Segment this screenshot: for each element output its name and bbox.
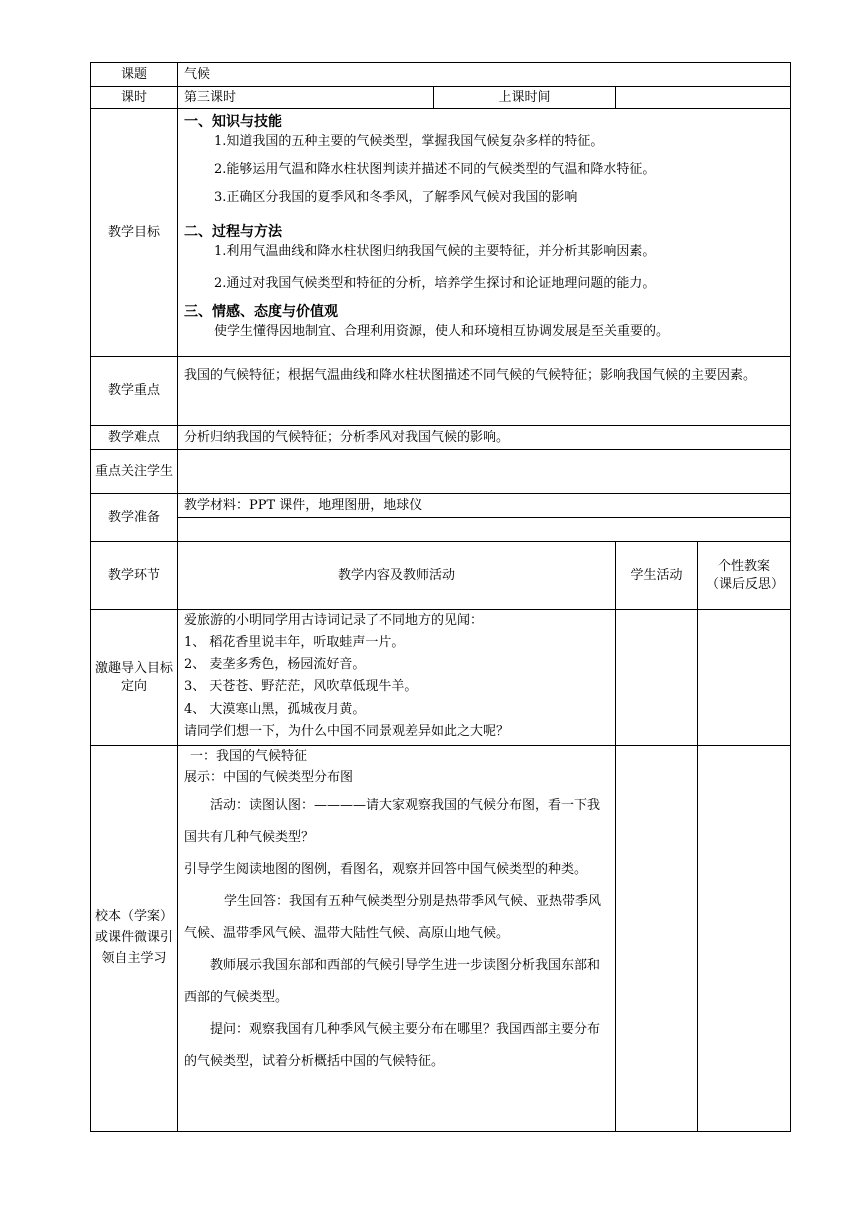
prep-text: 教学材料：PPT 课件，地理图册，地球仪 [178,494,791,518]
intro-line: 请同学们想一下，为什么中国不同景观差异如此之大呢？ [184,724,510,739]
class-time-label: 上课时间 [434,87,616,109]
column-header-row [91,542,791,610]
self-study-teacher: 教师展示我国东部和西部的气候引导学生进一步读图分析我国东部和西部的气候类型。 [184,958,601,1005]
self-study-student-cell [616,746,698,1132]
goals-heading-process: 二、过程与方法 [184,224,282,240]
prep-label: 教学准备 [91,494,178,542]
focus-students-text [178,450,791,494]
class-time-value [616,87,791,109]
intro-line: 4、 大漠寒山黑，孤城夜月黄。 [184,702,366,717]
period-value: 第三课时 [178,87,434,109]
self-study-heading: 一：我国的气候特征 [190,749,308,764]
self-study-content [178,746,616,1132]
goal-item: 2.通过对我国气候类型和特征的分析，培养学生探讨和论证地理问题的能力。 [214,276,656,291]
key-points-label: 教学重点 [91,357,178,426]
self-study-guide: 引导学生阅读地图的图例，看图名，观察并回答中国气候类型的种类。 [184,862,588,877]
self-study-personal-cell [698,746,791,1132]
intro-content [178,610,616,746]
focus-students-label: 重点关注学生 [91,450,178,494]
col-content-header: 教学内容及教师活动 [178,542,616,610]
topic-row [91,63,791,87]
col-personal-header: 个性教案（课后反思） [698,542,791,610]
intro-line: 1、 稻花香里说丰年，听取蛙声一片。 [184,635,405,650]
period-label: 课时 [91,87,178,109]
difficult-row [91,426,791,450]
prep-row-empty [91,518,791,542]
intro-line: 2、 麦垄多秀色，杨园流好音。 [184,657,366,672]
focus-students-row [91,450,791,494]
period-row [91,87,791,109]
goal-item: 1.利用气温曲线和降水柱状图归纳我国气候的主要特征，并分析其影响因素。 [214,244,656,259]
col-student-header: 学生活动 [616,542,698,610]
key-points-text: 我国的气候特征；根据气温曲线和降水柱状图描述不同气候的气候特征；影响我国气候的主要因素。 [178,357,791,426]
difficult-text: 分析归纳我国的气候特征；分析季风对我国气候的影响。 [178,426,791,450]
goals-row [91,109,791,357]
intro-stage-label: 激趣导入目标定向 [91,610,178,746]
col-stage-header: 教学环节 [91,542,178,610]
difficult-label: 教学难点 [91,426,178,450]
key-points-row [91,357,791,426]
intro-line: 3、 天苍苍、野茫茫，风吹草低现牛羊。 [184,679,418,694]
intro-line: 爱旅游的小明同学用古诗词记录了不同地方的见闻： [184,613,484,628]
goal-item: 2.能够运用气温和降水柱状图判读并描述不同的气候类型的气温和降水特征。 [214,162,656,177]
goals-content [178,109,791,357]
lesson-plan-document [90,62,790,1132]
goals-heading-attitude: 三、情感、态度与价值观 [184,304,338,320]
topic-label: 课题 [91,63,178,87]
prep-empty-cell [178,518,791,542]
goal-item: 使学生懂得因地制宜、合理利用资源，使人和环境相互协调发展是至关重要的。 [214,324,670,339]
goal-item: 1.知道我国的五种主要的气候类型，掌握我国气候复杂多样的特征。 [214,134,604,149]
intro-row [91,610,791,746]
self-study-answer: 学生回答：我国有五种气候类型分别是热带季风气候、亚热带季风气候、温带季风气候、温带大陆性气候、高原山地气候。 [184,894,602,941]
intro-personal-cell [698,610,791,746]
prep-row [91,494,791,518]
self-study-row [91,746,791,1132]
self-study-activity: 活动：读图认图：————请大家观察我国的气候分布图，看一下我国共有几种气候类型？ [184,798,601,845]
self-study-show: 展示：中国的气候类型分布图 [184,770,354,785]
goals-heading-knowledge: 一、知识与技能 [184,114,282,130]
self-study-question: 提问：观察我国有几种季风气候主要分布在哪里？我国西部主要分布的气候类型，试着分析概括中国的气候特征。 [184,1022,601,1069]
intro-student-cell [616,610,698,746]
topic-value: 气候 [178,63,791,87]
self-study-stage-label: 校本（学案）或课件微课引领自主学习 [91,746,178,1132]
lesson-plan-table [90,62,791,1132]
goals-label: 教学目标 [91,109,178,357]
goal-item: 3.正确区分我国的夏季风和冬季风，了解季风气候对我国的影响 [214,190,578,205]
